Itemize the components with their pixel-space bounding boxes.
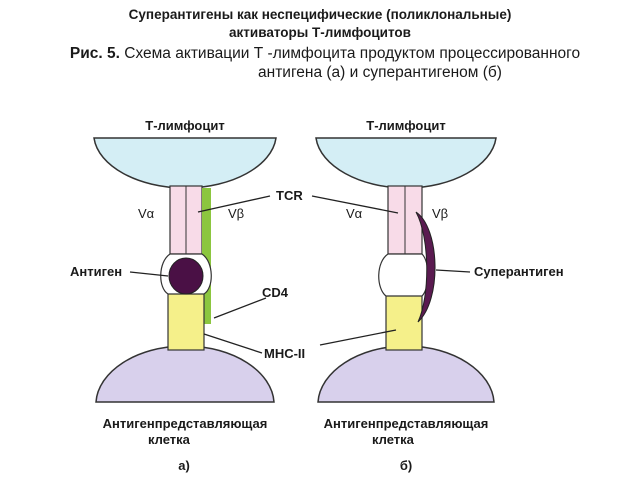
v-alpha-label-b: Vα (346, 206, 363, 221)
tcr-label: TCR (276, 188, 303, 203)
mhc-a (168, 292, 204, 350)
t-cell-b (316, 138, 496, 188)
panel-tag-b: б) (399, 458, 413, 473)
t-cell-a (94, 138, 276, 188)
title-line-2: активаторы Т-лимфоцитов (229, 25, 411, 40)
caption-line-1: Схема активации Т -лимфоцита продуктом процессированного (124, 45, 581, 62)
v-beta-label-a: Vβ (228, 206, 245, 221)
apc-b (318, 346, 494, 402)
t-cell-label-b: Т-лимфоцит (366, 118, 446, 133)
antigen-label: Антиген (70, 264, 123, 279)
superantigen-label: Суперантиген (474, 264, 564, 279)
apc-label-a-2: клетка (148, 432, 190, 447)
cd4-label: CD4 (262, 285, 289, 300)
v-beta-label-b: Vβ (432, 206, 449, 221)
panel-tag-a: а) (178, 458, 190, 473)
apc-a (96, 346, 274, 402)
panel-a (70, 118, 305, 473)
title-line-1: Суперантигены как неспецифические (поликлональные) (128, 7, 512, 22)
panel-b (312, 118, 564, 473)
mhc-label: MHC-II (264, 346, 306, 361)
apc-label-b-2: клетка (372, 432, 414, 447)
caption-line-2: антигена (а) и суперантигеном (б) (258, 64, 502, 81)
caption-prefix: Рис. 5. (69, 45, 120, 62)
antigen-a (169, 258, 203, 294)
t-cell-label-a: Т-лимфоцит (145, 118, 225, 133)
apc-label-b-1: Антигенпредставляющая (323, 416, 489, 431)
v-alpha-label-a: Vα (138, 206, 155, 221)
mhc-b (386, 294, 422, 350)
apc-label-a-1: Антигенпредставляющая (102, 416, 268, 431)
